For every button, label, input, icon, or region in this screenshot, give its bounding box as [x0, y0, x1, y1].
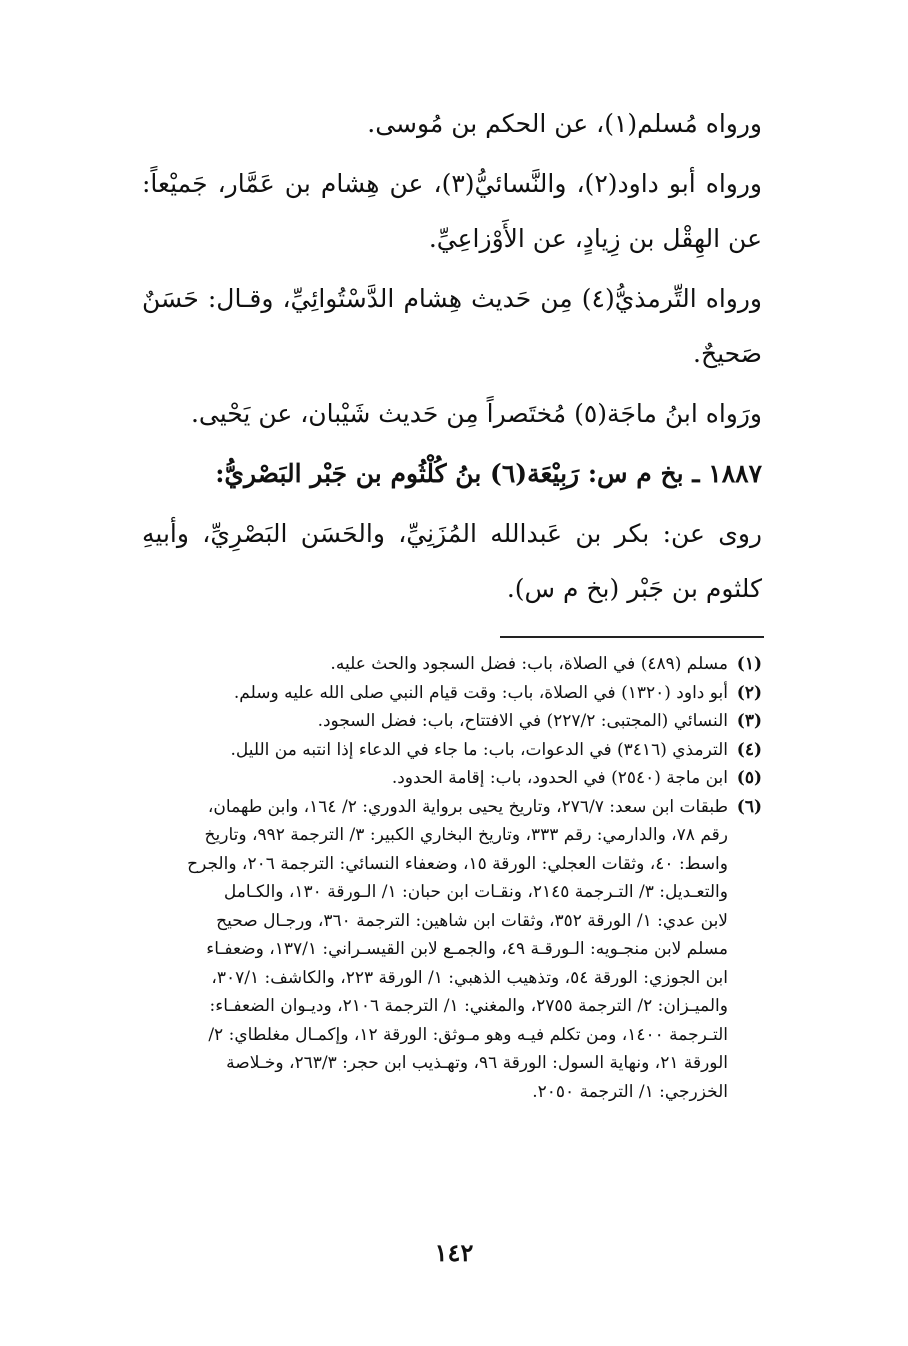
paragraph-tirmidhi: ورواه التِّرمذيُّ(٤) مِن حَديث هِشام الدَّسْتُوائِيِّ، وقـال: حَسَنٌ صَحيحٌ. — [142, 284, 763, 368]
footnote-line: الورقة ٢١، ونهاية السول: الورقة ٩٦، وتهـذيب ابن حجر: ٢٦٣/٣، وخـلاصة — [226, 1053, 728, 1073]
footnote-item — [142, 679, 762, 708]
footnote-item — [142, 650, 762, 679]
footnote-text-sources — [142, 793, 728, 1107]
footnote-line: رقم ٧٨، والدارمي: رقم ٣٣٣، وتاريخ البخاري الكبير: ٣/ الترجمة ٩٩٢، وتاريخ — [204, 825, 728, 845]
footnote-line: التـرجمة ١٤٠٠، ومن تكلم فيـه وهو مـوثق: الورقة ١٢، وإكمـال مغلطاي: ٢/ — [208, 1024, 728, 1045]
paragraph-narrated-from: روى عن: بكر بن عَبدالله المُزَنِيِّ، والحَسَن البَصْرِيِّ، وأبيهِ كلثوم بن جَبْر (بخ م س). — [142, 519, 762, 603]
footnote-number: (٣) — [736, 711, 762, 731]
footnote-number: (٢) — [736, 682, 762, 703]
footnote-line: والتعـديل: ٣/ التـرجمة ٢١٤٥، ونقـات ابن حبان: ١/ الـورقة ١٣٠، والكـامل — [223, 882, 728, 902]
footnote-number: (٦) — [736, 796, 762, 817]
footnote-line: مسلم لابن منجـويه: الـورقـة ٤٩، والجمـع لابن القيسـراني: ١٣٧/١، وضعفـاء — [206, 939, 728, 959]
footnote-item — [142, 793, 762, 1107]
footnote-line: طبقات ابن سعد: ٢٧٦/٧، وتاريخ يحيى برواية الدوري: ٢/ ١٦٤، وابن طهمان، — [207, 796, 728, 817]
footnote-line: الخزرجي: ١/ الترجمة ٢٠٥٠. — [532, 1081, 728, 1102]
footnote-item — [142, 736, 762, 765]
footnote-text: ابن ماجة (٢٥٤٠) في الحدود، باب: إقامة الحدود. — [391, 768, 728, 788]
main-text — [142, 96, 762, 616]
footnote-line: لابن عدي: ١/ الورقة ٣٥٢، وثقات ابن شاهين: الترجمة ٣٦٠، ورجـال صحيح — [216, 910, 728, 931]
paragraph-ibn-majah: ورَواه ابنُ ماجَة(٥) مُختَصراً مِن حَديث شَيْبان، عن يَحْيى. — [190, 399, 762, 428]
footnote-divider — [500, 636, 764, 638]
paragraph-abu-dawud: ورواه أبو داود(٢)، والنَّسائيُّ(٣)، عن هِشام بن عَمَّار، جَميْعاً: عن الهِقْل بن زِيادٍ، عن الأَوْزاعِيِّ. — [142, 169, 763, 253]
footnote-text: الترمذي (٣٤١٦) في الدعوات، باب: ما جاء في الدعاء إذا انتبه من الليل. — [230, 739, 728, 760]
footnote-number: (٤) — [736, 739, 762, 760]
page-number: ١٤٢ — [434, 1238, 474, 1267]
entry-heading: ١٨٨٧ ـ بخ م س: رَبِيْعَة(٦) بنُ كُلْثُوم بن جَبْر البَصْريُّ: — [215, 459, 762, 488]
footnote-number: (٥) — [736, 768, 762, 788]
footnote-text: مسلم (٤٨٩) في الصلاة، باب: فضل السجود والحث عليه. — [330, 654, 728, 674]
footnote-number: (١) — [736, 654, 762, 674]
paragraph-muslim: ورواه مُسلم(١)، عن الحكم بن مُوسى. — [367, 109, 762, 138]
footnote-line: واسط: ٤٠، وثقات العجلي: الورقة ١٥، وضعفاء النسائي: الترجمة ٢٠٦، والجرح — [187, 853, 728, 874]
footnote-item — [142, 707, 762, 736]
footnote-text: أبو داود (١٣٢٠) في الصلاة، باب: وقت قيام النبي صلى الله عليه وسلم. — [233, 682, 728, 703]
footnote-item — [142, 764, 762, 793]
footnote-line: والميـزان: ٢/ الترجمة ٢٧٥٥، والمغني: ١/ الترجمة ٢١٠٦، وديـوان الضعفـاء: — [209, 996, 728, 1016]
footnote-text: النسائي (المجتبى: ٢٢٧/٢) في الافتتاح، باب: فضل السجود. — [317, 711, 728, 731]
footnote-line: ابن الجوزي: الورقة ٥٤، وتذهيب الذهبي: ١/ الورقة ٢٢٣، والكاشف: ٣٠٧/١، — [211, 967, 728, 988]
footnotes — [142, 650, 762, 1106]
